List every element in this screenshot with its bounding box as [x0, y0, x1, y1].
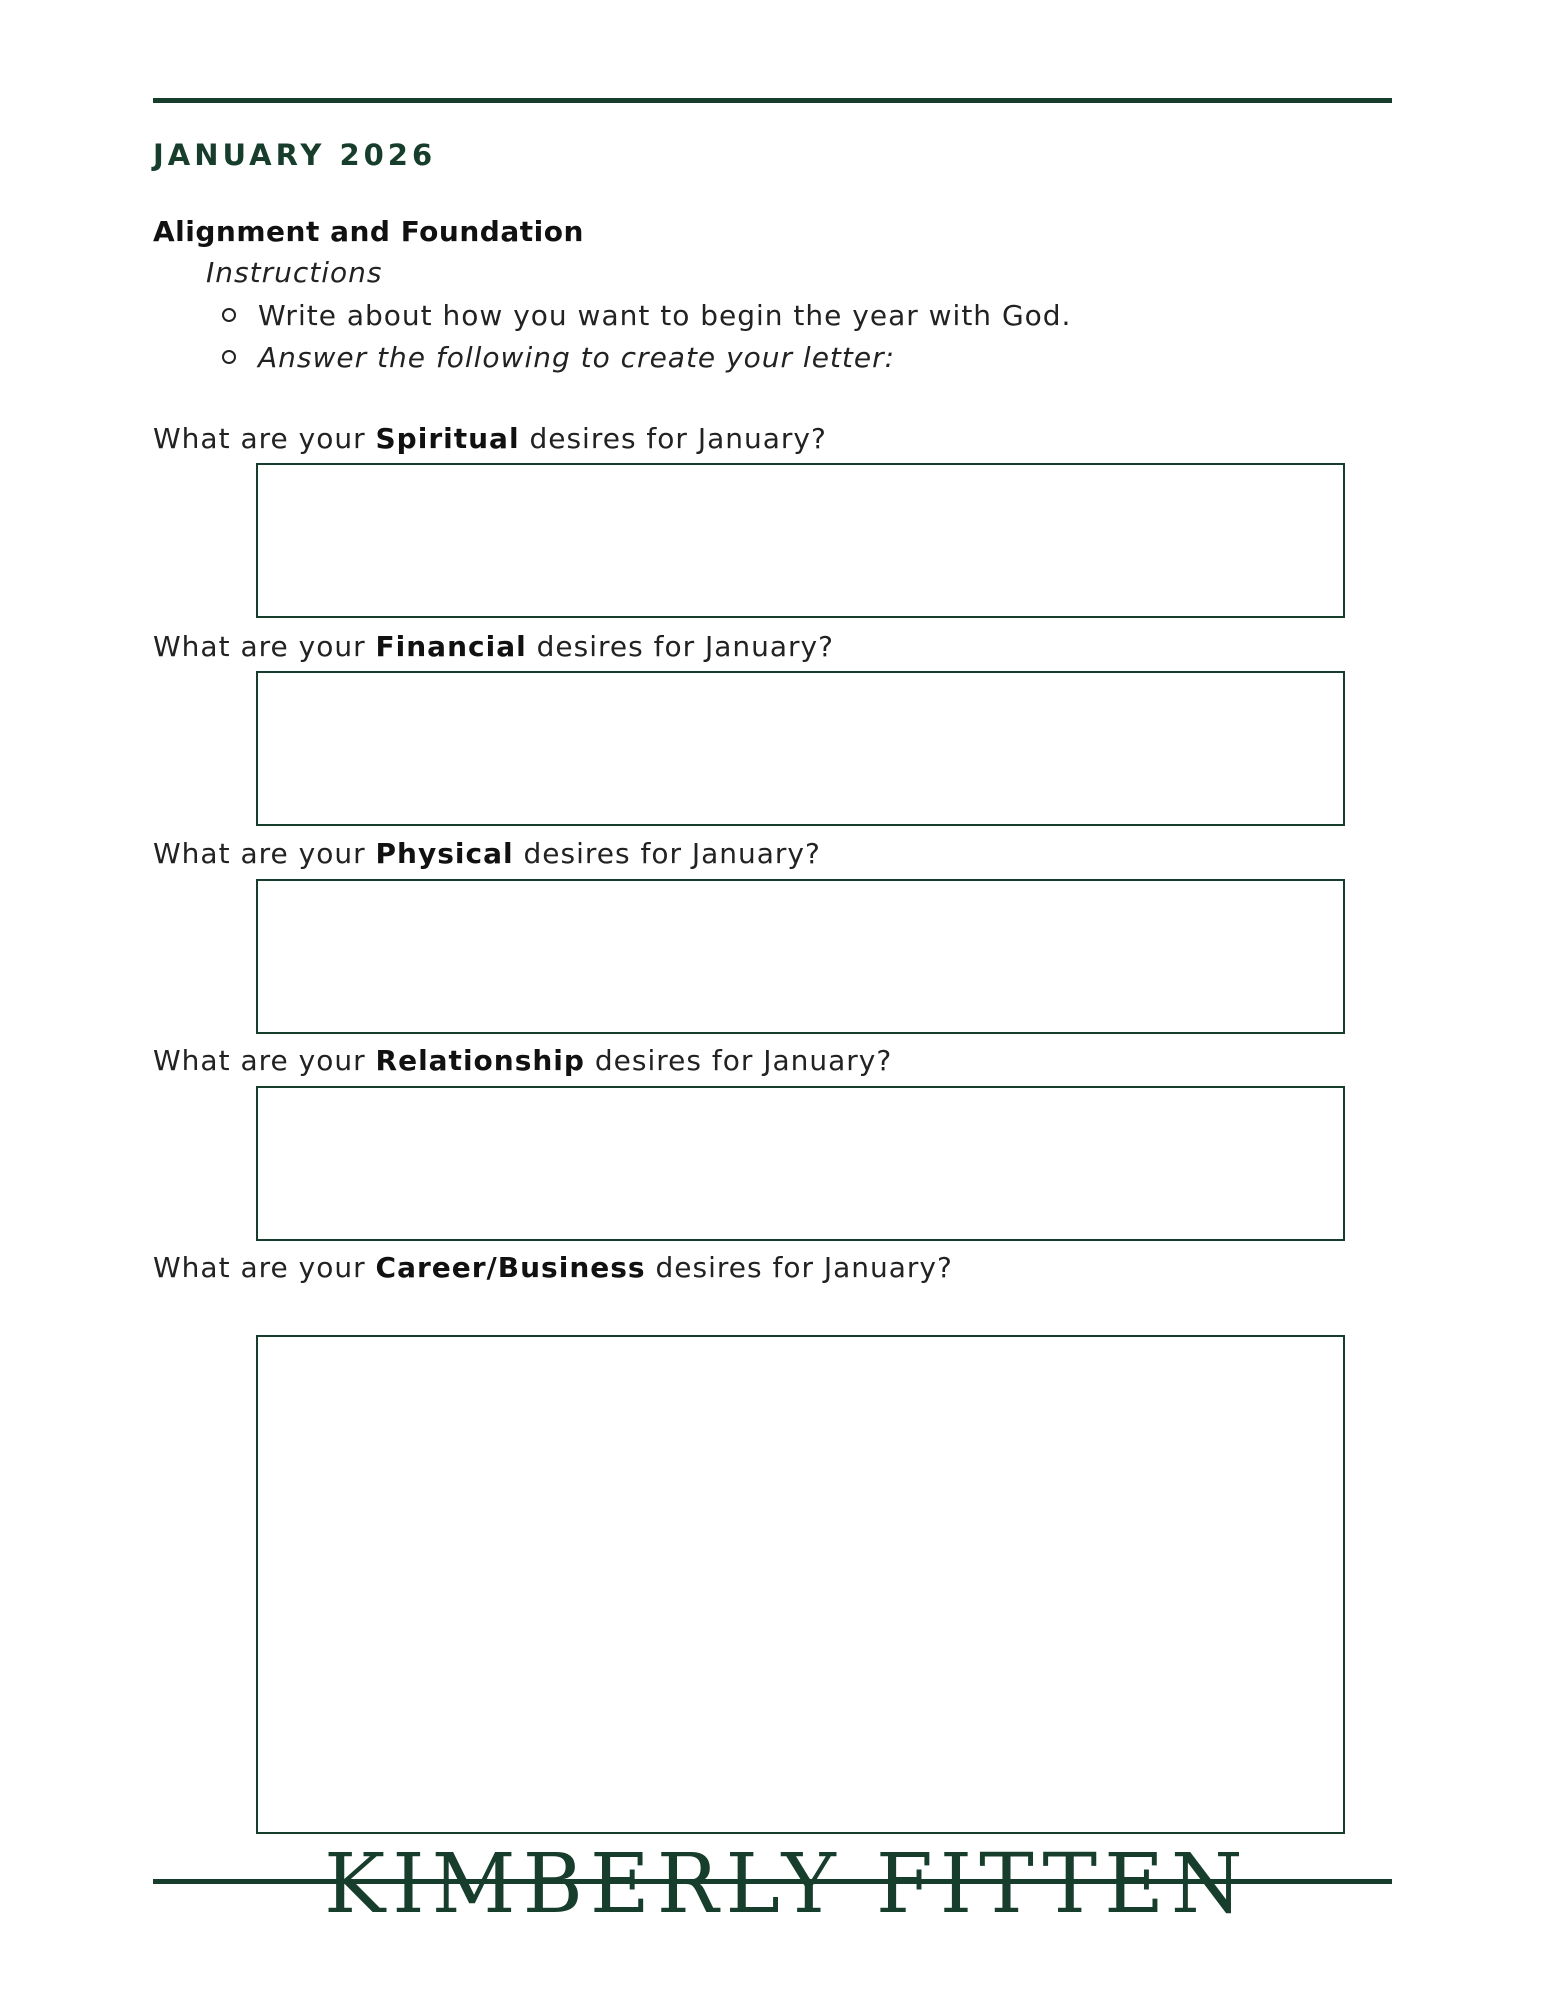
answer-box-physical[interactable]	[256, 879, 1345, 1034]
question-keyword: Relationship	[375, 1044, 585, 1077]
hollow-bullet-icon	[222, 308, 236, 322]
top-divider	[153, 98, 1392, 103]
question-physical	[153, 837, 821, 870]
question-suffix: desires for January?	[526, 630, 834, 663]
hollow-bullet-icon	[222, 350, 236, 364]
section-heading: Alignment and Foundation	[153, 215, 584, 248]
answer-box-career-business[interactable]	[256, 1335, 1345, 1834]
question-spiritual	[153, 422, 827, 455]
instruction-text: Write about how you want to begin the year with God.	[258, 298, 1072, 332]
answer-box-relationship[interactable]	[256, 1086, 1345, 1241]
page-title: JANUARY 2026	[153, 138, 437, 172]
question-suffix: desires for January?	[513, 837, 821, 870]
question-prefix: What are your	[153, 1044, 376, 1077]
question-career-business	[153, 1251, 953, 1284]
question-prefix: What are your	[153, 630, 376, 663]
question-suffix: desires for January?	[519, 422, 827, 455]
answer-box-spiritual[interactable]	[256, 463, 1345, 618]
question-prefix: What are your	[153, 1251, 376, 1284]
brand-logo: KIMBERLY FITTEN	[324, 1837, 1250, 1932]
question-keyword: Physical	[375, 837, 514, 870]
question-relationship	[153, 1044, 892, 1077]
instructions-label: Instructions	[206, 256, 383, 289]
question-suffix: desires for January?	[584, 1044, 893, 1077]
question-prefix: What are your	[153, 422, 376, 455]
question-suffix: desires for January?	[645, 1251, 953, 1284]
question-keyword: Spiritual	[375, 422, 520, 455]
question-financial	[153, 630, 834, 663]
question-keyword: Career/Business	[375, 1251, 646, 1284]
answer-box-financial[interactable]	[256, 671, 1345, 826]
instruction-item	[222, 295, 1071, 335]
instruction-text: Answer the following to create your letter:	[258, 340, 896, 374]
question-keyword: Financial	[375, 630, 527, 663]
question-prefix: What are your	[153, 837, 376, 870]
instruction-item	[222, 337, 895, 377]
